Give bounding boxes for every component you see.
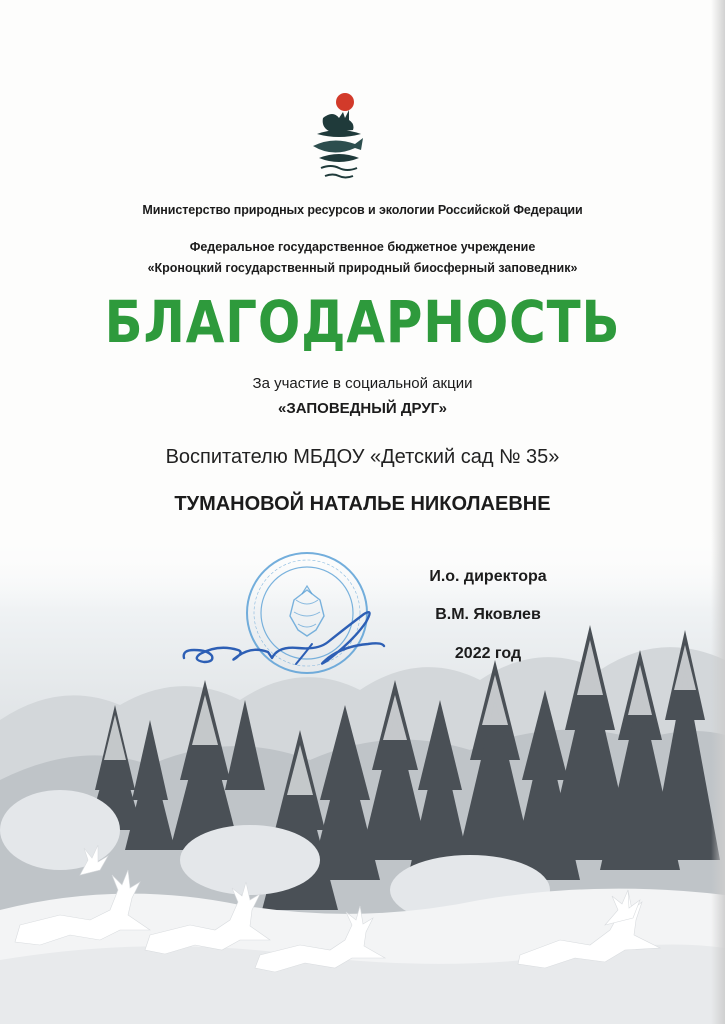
action-name: «ЗАПОВЕДНЫЙ ДРУГ»: [278, 400, 447, 417]
certificate-headline: БЛАГОДАРНОСТЬ: [104, 288, 621, 356]
participation-line: За участие в социальной акции: [252, 375, 473, 392]
reserve-emblem-icon: [303, 88, 375, 188]
recipient-name: ТУМАНОВОЙ НАТАЛЬЕ НИКОЛАЕВНЕ: [174, 493, 551, 515]
recipient-role: Воспитателю МБДОУ «Детский сад № 35»: [165, 446, 560, 468]
ministry-line: Министерство природных ресурсов и экологии Российской Федерации: [142, 203, 583, 217]
director-position: И.о. директора: [429, 568, 547, 585]
certificate-year: 2022 год: [454, 645, 522, 662]
organization-name-line: «Кроноцкий государственный природный биосферный заповедник»: [147, 261, 578, 275]
scan-edge-shadow: [711, 0, 725, 1024]
handwritten-signature: [178, 606, 388, 676]
organization-type-line: Федеральное государственное бюджетное учреждение: [189, 240, 536, 254]
director-name: В.М. Яковлев: [435, 606, 541, 623]
